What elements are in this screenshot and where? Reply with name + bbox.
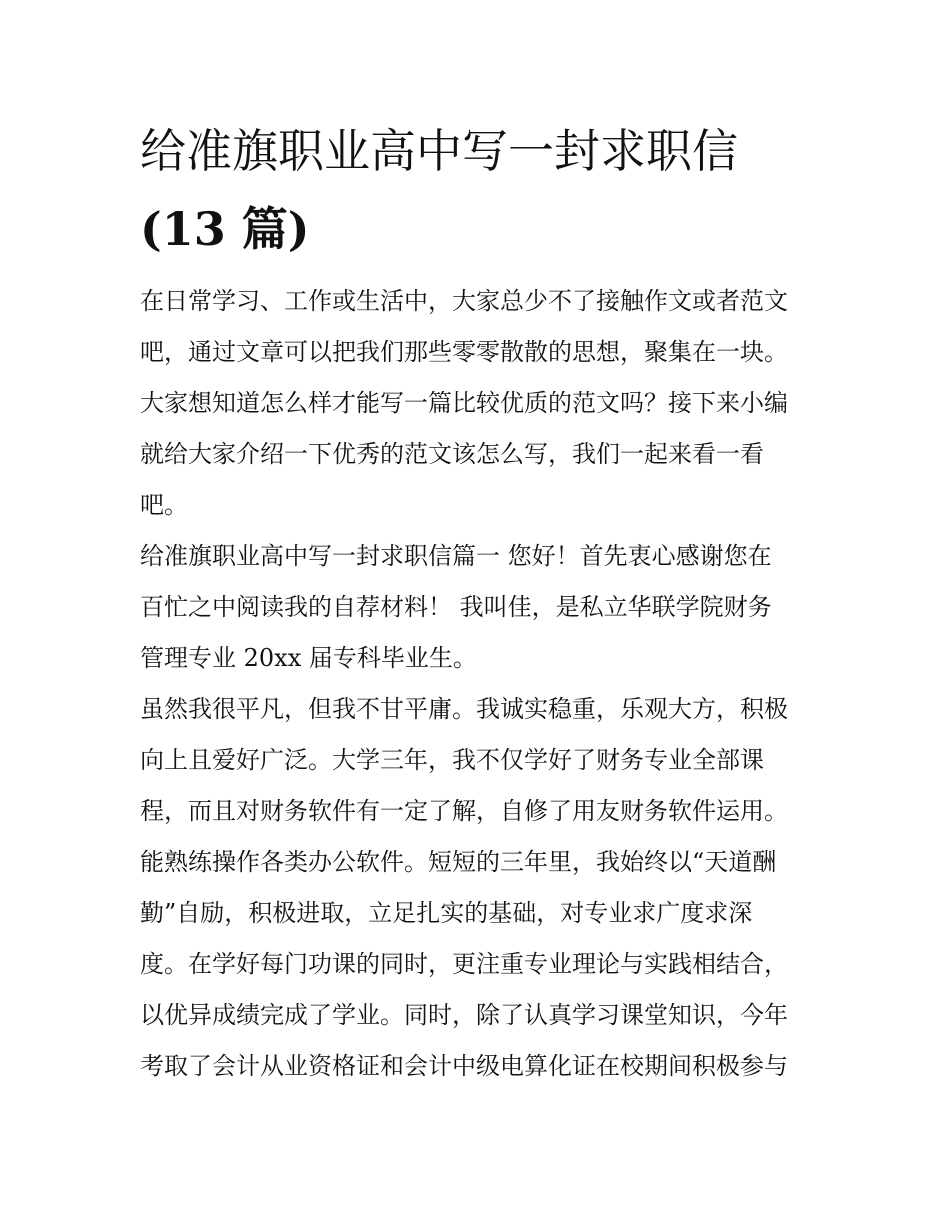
title-line-2: (13 篇) [140, 202, 310, 256]
text-line: 管理专业 20xx 届专科毕业生。 [140, 644, 477, 672]
text-line: 以优异成绩完成了学业。同时，除了认真学习课堂知识，今年 [140, 1001, 788, 1029]
text-line: 就给大家介绍一下优秀的范文该怎么写，我们一起来看一看 [140, 440, 764, 468]
text-line: 大家想知道怎么样才能写一篇比较优质的范文吗？接下来小编 [140, 389, 788, 417]
document-title [140, 112, 840, 268]
text-line: 吧。 [140, 491, 188, 519]
text-line: 给准旗职业高中写一封求职信篇一 您好！首先衷心感谢您在 [140, 542, 772, 570]
text-line: 能熟练操作各类办公软件。短短的三年里，我始终以“天道酬 [140, 848, 777, 876]
title-line-1: 给准旗职业高中写一封求职信 [140, 124, 738, 178]
text-line: 在日常学习、工作或生活中，大家总少不了接触作文或者范文 [140, 287, 788, 315]
paragraph-self-introduction [140, 684, 830, 1092]
text-line: 考取了会计从业资格证和会计中级电算化证在校期间积极参与 [140, 1052, 788, 1080]
text-line: 百忙之中阅读我的自荐材料！ 我叫佳，是私立华联学院财务 [140, 593, 772, 621]
text-line: 度。在学好每门功课的同时，更注重专业理论与实践相结合， [140, 950, 788, 978]
text-line: 程，而且对财务软件有一定了解，自修了用友财务软件运用。 [140, 797, 788, 825]
paragraph-letter-opening [140, 531, 830, 684]
paragraph-intro [140, 276, 830, 531]
text-line: 勤”自励，积极进取，立足扎实的基础，对专业求广度求深 [140, 899, 753, 927]
document-body [140, 276, 830, 1092]
text-line: 虽然我很平凡，但我不甘平庸。我诚实稳重，乐观大方，积极 [140, 695, 788, 723]
text-line: 吧，通过文章可以把我们那些零零散散的思想，聚集在一块。 [140, 338, 788, 366]
text-line: 向上且爱好广泛。大学三年，我不仅学好了财务专业全部课 [140, 746, 764, 774]
